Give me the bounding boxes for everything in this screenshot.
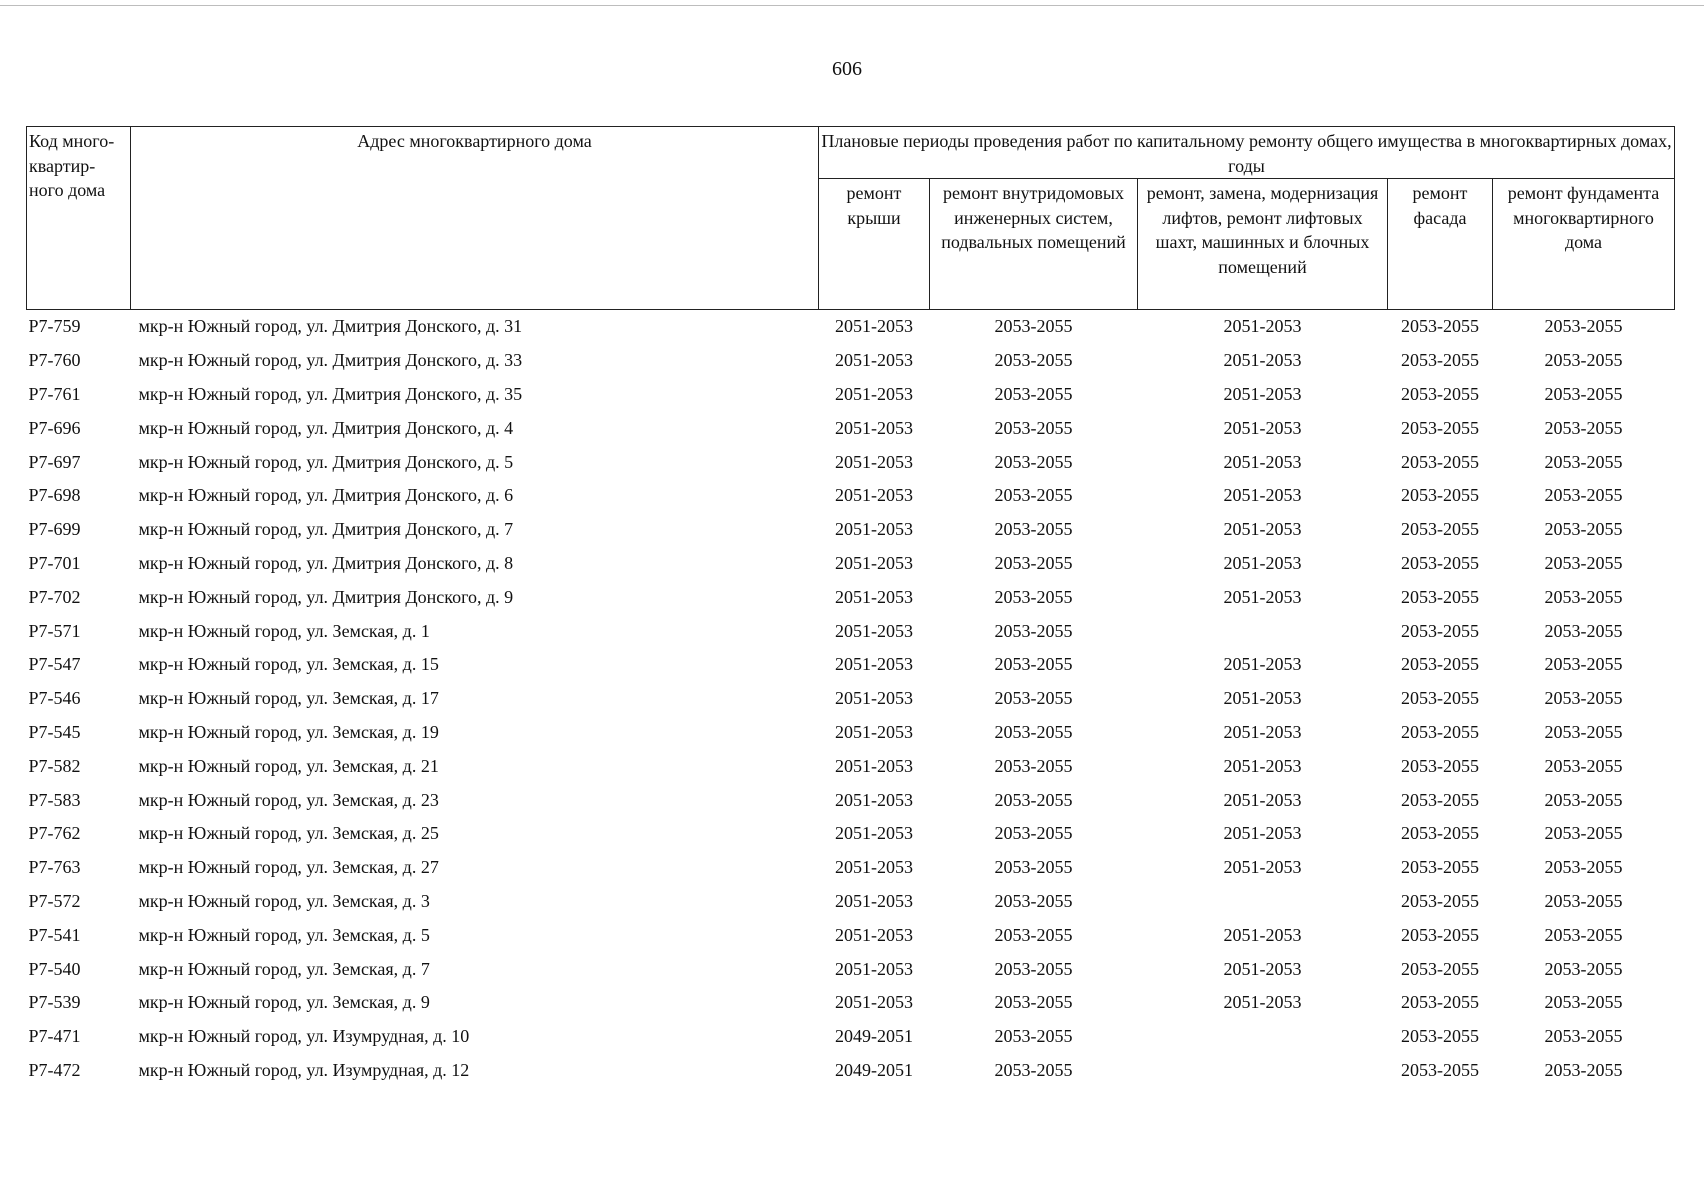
- engineering-period-cell: 2053-2055: [994, 620, 1073, 641]
- elevator-period-cell: 2051-2053: [1223, 789, 1302, 810]
- table-row: [27, 716, 1675, 750]
- table-row: [27, 513, 1675, 547]
- table-row: [27, 986, 1675, 1020]
- table-row: [27, 547, 1675, 581]
- building-code-cell: Р7-547: [28, 654, 81, 675]
- table-row: [27, 648, 1675, 682]
- engineering-period-cell: 2053-2055: [994, 789, 1073, 810]
- facade-period-cell: 2053-2055: [1401, 519, 1479, 540]
- address-cell: мкр-н Южный город, ул. Земская, д. 5: [138, 924, 430, 945]
- address-cell: мкр-н Южный город, ул. Дмитрия Донского, д. 33: [138, 350, 523, 371]
- table-row: [27, 783, 1675, 817]
- building-code-cell: Р7-471: [28, 1026, 81, 1047]
- roof-period-cell: 2051-2053: [835, 857, 913, 878]
- header-foundation-repair: ремонт фундамента многоквартирного дома: [1493, 179, 1675, 310]
- roof-period-cell: 2051-2053: [835, 823, 913, 844]
- header-elevator-repair: ремонт, замена, модернизация лифтов, ремонт лифтовых шахт, машинных и блочных помещений: [1138, 179, 1388, 310]
- facade-period-cell: 2053-2055: [1401, 721, 1479, 742]
- facade-period-cell: 2053-2055: [1401, 992, 1479, 1013]
- elevator-period-cell: 2051-2053: [1223, 857, 1302, 878]
- foundation-period-cell: 2053-2055: [1544, 958, 1623, 979]
- elevator-period-cell: 2051-2053: [1223, 451, 1302, 472]
- roof-period-cell: 2051-2053: [835, 519, 913, 540]
- roof-period-cell: 2051-2053: [835, 316, 913, 337]
- engineering-period-cell: 2053-2055: [994, 316, 1073, 337]
- roof-period-cell: 2051-2053: [835, 755, 913, 776]
- roof-period-cell: 2051-2053: [835, 552, 913, 573]
- engineering-period-cell: 2053-2055: [994, 552, 1073, 573]
- building-code-cell: Р7-762: [28, 823, 81, 844]
- facade-period-cell: 2053-2055: [1401, 552, 1479, 573]
- foundation-period-cell: 2053-2055: [1544, 552, 1623, 573]
- facade-period-cell: 2053-2055: [1401, 1059, 1479, 1080]
- engineering-period-cell: 2053-2055: [994, 586, 1073, 607]
- facade-period-cell: 2053-2055: [1401, 688, 1479, 709]
- roof-period-cell: 2051-2053: [835, 417, 913, 438]
- engineering-period-cell: 2053-2055: [994, 890, 1073, 911]
- table-row: [27, 885, 1675, 919]
- header-engineering-systems-repair: ремонт внутридомовых инженерных систем, подвальных помещений: [930, 179, 1138, 310]
- roof-period-cell: 2051-2053: [835, 451, 913, 472]
- table-row: [27, 614, 1675, 648]
- roof-period-cell: 2051-2053: [835, 924, 913, 945]
- table-header: [27, 127, 1675, 310]
- elevator-period-cell: 2051-2053: [1223, 992, 1302, 1013]
- engineering-period-cell: 2053-2055: [994, 383, 1073, 404]
- building-code-cell: Р7-761: [28, 383, 81, 404]
- address-cell: мкр-н Южный город, ул. Дмитрия Донского, д. 35: [138, 383, 523, 404]
- foundation-period-cell: 2053-2055: [1544, 789, 1623, 810]
- engineering-period-cell: 2053-2055: [994, 417, 1073, 438]
- engineering-period-cell: 2053-2055: [994, 755, 1073, 776]
- elevator-period-cell: 2051-2053: [1223, 755, 1302, 776]
- scan-top-edge-line: [0, 5, 1704, 6]
- roof-period-cell: 2051-2053: [835, 350, 913, 371]
- engineering-period-cell: 2053-2055: [994, 485, 1073, 506]
- table-row: [27, 310, 1675, 344]
- foundation-period-cell: 2053-2055: [1544, 1059, 1623, 1080]
- building-code-cell: Р7-472: [28, 1059, 81, 1080]
- engineering-period-cell: 2053-2055: [994, 654, 1073, 675]
- building-code-cell: Р7-572: [28, 890, 81, 911]
- table-row: [27, 1054, 1675, 1088]
- engineering-period-cell: 2053-2055: [994, 721, 1073, 742]
- facade-period-cell: 2053-2055: [1401, 485, 1479, 506]
- address-cell: мкр-н Южный город, ул. Земская, д. 15: [138, 654, 439, 675]
- building-code-cell: Р7-763: [28, 857, 81, 878]
- foundation-period-cell: 2053-2055: [1544, 586, 1623, 607]
- facade-period-cell: 2053-2055: [1401, 1026, 1479, 1047]
- address-cell: мкр-н Южный город, ул. Дмитрия Донского, д. 6: [138, 485, 514, 506]
- foundation-period-cell: 2053-2055: [1544, 383, 1623, 404]
- facade-period-cell: 2053-2055: [1401, 620, 1479, 641]
- building-code-cell: Р7-699: [28, 519, 81, 540]
- elevator-period-cell: 2051-2053: [1223, 586, 1302, 607]
- foundation-period-cell: 2053-2055: [1544, 620, 1623, 641]
- roof-period-cell: 2051-2053: [835, 789, 913, 810]
- building-code-cell: Р7-583: [28, 789, 81, 810]
- building-code-cell: Р7-545: [28, 721, 81, 742]
- header-planned-periods: Плановые периоды проведения работ по капитальному ремонту общего имущества в многоквартирных домах, годы: [819, 127, 1675, 179]
- facade-period-cell: 2053-2055: [1401, 350, 1479, 371]
- table-row: [27, 378, 1675, 412]
- facade-period-cell: 2053-2055: [1401, 857, 1479, 878]
- elevator-period-cell: [1138, 1020, 1388, 1054]
- facade-period-cell: 2053-2055: [1401, 890, 1479, 911]
- elevator-period-cell: 2051-2053: [1223, 823, 1302, 844]
- foundation-period-cell: 2053-2055: [1544, 451, 1623, 472]
- facade-period-cell: 2053-2055: [1401, 451, 1479, 472]
- elevator-period-cell: 2051-2053: [1223, 350, 1302, 371]
- table-row: [27, 817, 1675, 851]
- address-cell: мкр-н Южный город, ул. Земская, д. 1: [138, 620, 430, 641]
- address-cell: мкр-н Южный город, ул. Дмитрия Донского, д. 8: [138, 552, 514, 573]
- elevator-period-cell: 2051-2053: [1223, 688, 1302, 709]
- elevator-period-cell: 2051-2053: [1223, 958, 1302, 979]
- building-code-cell: Р7-546: [28, 688, 81, 709]
- address-cell: мкр-н Южный город, ул. Дмитрия Донского, д. 9: [138, 586, 514, 607]
- facade-period-cell: 2053-2055: [1401, 417, 1479, 438]
- engineering-period-cell: 2053-2055: [994, 823, 1073, 844]
- address-cell: мкр-н Южный город, ул. Земская, д. 27: [138, 857, 439, 878]
- elevator-period-cell: [1138, 614, 1388, 648]
- foundation-period-cell: 2053-2055: [1544, 654, 1623, 675]
- address-cell: мкр-н Южный город, ул. Земская, д. 23: [138, 789, 439, 810]
- address-cell: мкр-н Южный город, ул. Земская, д. 25: [138, 823, 439, 844]
- elevator-period-cell: [1138, 1054, 1388, 1088]
- building-code-cell: Р7-571: [28, 620, 81, 641]
- foundation-period-cell: 2053-2055: [1544, 688, 1623, 709]
- table-row: [27, 580, 1675, 614]
- roof-period-cell: 2051-2053: [835, 890, 913, 911]
- building-code-cell: Р7-760: [28, 350, 81, 371]
- address-cell: мкр-н Южный город, ул. Дмитрия Донского, д. 7: [138, 519, 514, 540]
- elevator-period-cell: 2051-2053: [1223, 316, 1302, 337]
- building-code-cell: Р7-702: [28, 586, 81, 607]
- header-roof-repair: ремонт крыши: [819, 179, 930, 310]
- facade-period-cell: 2053-2055: [1401, 924, 1479, 945]
- address-cell: мкр-н Южный город, ул. Земская, д. 3: [138, 890, 430, 911]
- roof-period-cell: 2049-2051: [835, 1026, 913, 1047]
- building-code-cell: Р7-539: [28, 992, 81, 1013]
- elevator-period-cell: 2051-2053: [1223, 383, 1302, 404]
- address-cell: мкр-н Южный город, ул. Изумрудная, д. 12: [138, 1059, 470, 1080]
- roof-period-cell: 2051-2053: [835, 586, 913, 607]
- engineering-period-cell: 2053-2055: [994, 992, 1073, 1013]
- table-row: [27, 749, 1675, 783]
- roof-period-cell: 2049-2051: [835, 1059, 913, 1080]
- table-row: [27, 479, 1675, 513]
- address-cell: мкр-н Южный город, ул. Земская, д. 17: [138, 688, 439, 709]
- engineering-period-cell: 2053-2055: [994, 350, 1073, 371]
- address-cell: мкр-н Южный город, ул. Земская, д. 9: [138, 992, 430, 1013]
- building-code-cell: Р7-541: [28, 924, 81, 945]
- header-address: Адрес многоквартирного дома: [131, 127, 819, 310]
- roof-period-cell: 2051-2053: [835, 654, 913, 675]
- foundation-period-cell: 2053-2055: [1544, 755, 1623, 776]
- elevator-period-cell: [1138, 885, 1388, 919]
- foundation-period-cell: 2053-2055: [1544, 350, 1623, 371]
- foundation-period-cell: 2053-2055: [1544, 992, 1623, 1013]
- engineering-period-cell: 2053-2055: [994, 924, 1073, 945]
- table-row: [27, 952, 1675, 986]
- address-cell: мкр-н Южный город, ул. Дмитрия Донского, д. 31: [138, 316, 523, 337]
- foundation-period-cell: 2053-2055: [1544, 417, 1623, 438]
- address-cell: мкр-н Южный город, ул. Земская, д. 21: [138, 755, 439, 776]
- building-code-cell: Р7-696: [28, 417, 81, 438]
- building-code-cell: Р7-698: [28, 485, 81, 506]
- foundation-period-cell: 2053-2055: [1544, 823, 1623, 844]
- foundation-period-cell: 2053-2055: [1544, 924, 1623, 945]
- elevator-period-cell: 2051-2053: [1223, 417, 1302, 438]
- table-row: [27, 918, 1675, 952]
- address-cell: мкр-н Южный город, ул. Дмитрия Донского, д. 4: [138, 417, 514, 438]
- foundation-period-cell: 2053-2055: [1544, 316, 1623, 337]
- foundation-period-cell: 2053-2055: [1544, 485, 1623, 506]
- address-cell: мкр-н Южный город, ул. Изумрудная, д. 10: [138, 1026, 470, 1047]
- building-code-cell: Р7-582: [28, 755, 81, 776]
- facade-period-cell: 2053-2055: [1401, 586, 1479, 607]
- table-row: [27, 1020, 1675, 1054]
- roof-period-cell: 2051-2053: [835, 992, 913, 1013]
- building-code-cell: Р7-697: [28, 451, 81, 472]
- elevator-period-cell: 2051-2053: [1223, 485, 1302, 506]
- header-facade-repair: ремонт фасада: [1388, 179, 1493, 310]
- building-code-cell: Р7-701: [28, 552, 81, 573]
- facade-period-cell: 2053-2055: [1401, 654, 1479, 675]
- roof-period-cell: 2051-2053: [835, 485, 913, 506]
- elevator-period-cell: 2051-2053: [1223, 721, 1302, 742]
- engineering-period-cell: 2053-2055: [994, 1026, 1073, 1047]
- elevator-period-cell: 2051-2053: [1223, 519, 1302, 540]
- facade-period-cell: 2053-2055: [1401, 316, 1479, 337]
- engineering-period-cell: 2053-2055: [994, 519, 1073, 540]
- address-cell: мкр-н Южный город, ул. Дмитрия Донского, д. 5: [138, 451, 514, 472]
- engineering-period-cell: 2053-2055: [994, 688, 1073, 709]
- engineering-period-cell: 2053-2055: [994, 958, 1073, 979]
- facade-period-cell: 2053-2055: [1401, 383, 1479, 404]
- capital-repair-schedule-table: [26, 126, 1675, 1087]
- foundation-period-cell: 2053-2055: [1544, 519, 1623, 540]
- building-code-cell: Р7-759: [28, 316, 81, 337]
- facade-period-cell: 2053-2055: [1401, 755, 1479, 776]
- engineering-period-cell: 2053-2055: [994, 857, 1073, 878]
- roof-period-cell: 2051-2053: [835, 620, 913, 641]
- roof-period-cell: 2051-2053: [835, 383, 913, 404]
- table-row: [27, 411, 1675, 445]
- page-number: 606: [832, 58, 862, 80]
- foundation-period-cell: 2053-2055: [1544, 890, 1623, 911]
- table-row: [27, 344, 1675, 378]
- elevator-period-cell: 2051-2053: [1223, 924, 1302, 945]
- address-cell: мкр-н Южный город, ул. Земская, д. 7: [138, 958, 430, 979]
- foundation-period-cell: 2053-2055: [1544, 1026, 1623, 1047]
- facade-period-cell: 2053-2055: [1401, 823, 1479, 844]
- facade-period-cell: 2053-2055: [1401, 958, 1479, 979]
- table-row: [27, 851, 1675, 885]
- roof-period-cell: 2051-2053: [835, 688, 913, 709]
- header-building-code: Код много-квартир-ного дома: [27, 127, 131, 310]
- table-row: [27, 682, 1675, 716]
- building-code-cell: Р7-540: [28, 958, 81, 979]
- roof-period-cell: 2051-2053: [835, 721, 913, 742]
- facade-period-cell: 2053-2055: [1401, 789, 1479, 810]
- table-row: [27, 445, 1675, 479]
- foundation-period-cell: 2053-2055: [1544, 721, 1623, 742]
- engineering-period-cell: 2053-2055: [994, 1059, 1073, 1080]
- engineering-period-cell: 2053-2055: [994, 451, 1073, 472]
- address-cell: мкр-н Южный город, ул. Земская, д. 19: [138, 721, 439, 742]
- table-body: [27, 310, 1675, 1088]
- elevator-period-cell: 2051-2053: [1223, 552, 1302, 573]
- elevator-period-cell: 2051-2053: [1223, 654, 1302, 675]
- foundation-period-cell: 2053-2055: [1544, 857, 1623, 878]
- roof-period-cell: 2051-2053: [835, 958, 913, 979]
